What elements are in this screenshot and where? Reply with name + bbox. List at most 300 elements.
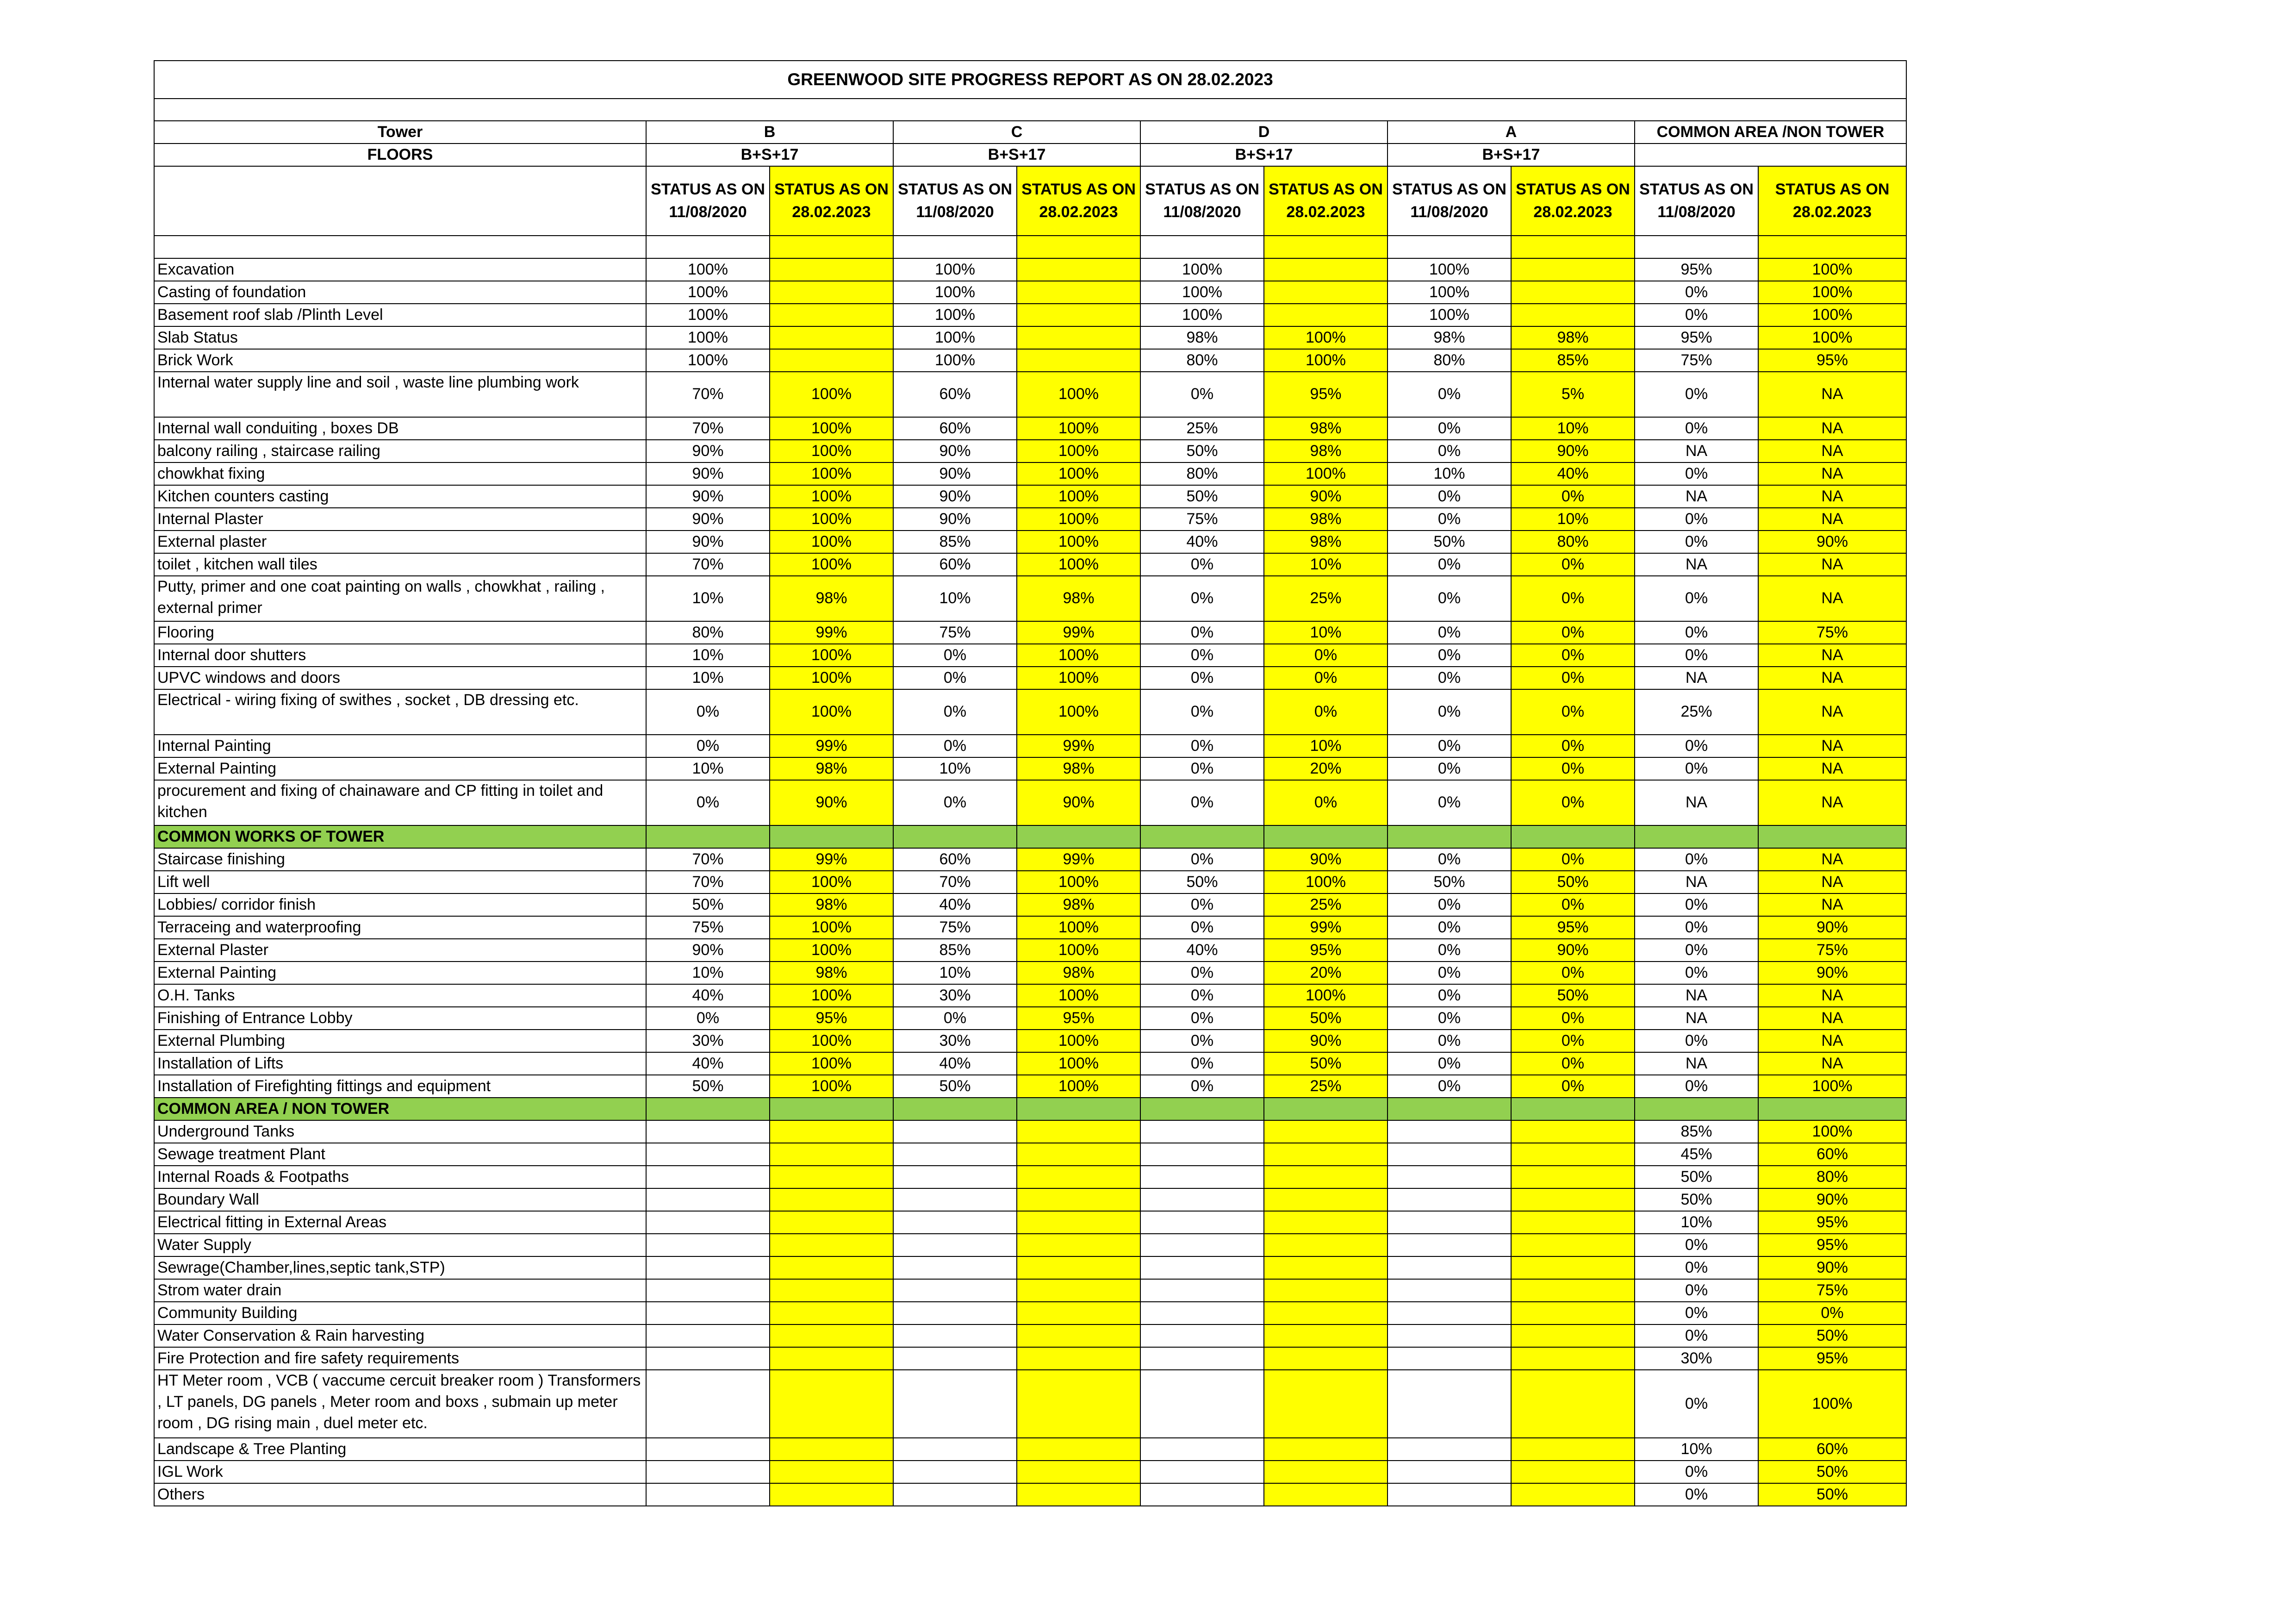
status-2020-cell: 0% [1388, 893, 1511, 916]
table-row [154, 531, 1906, 553]
status-2020-cell [1140, 1120, 1264, 1143]
status-2023-cell: 0% [1511, 780, 1635, 825]
status-2023-cell [1511, 1166, 1635, 1188]
report-title: GREENWOOD SITE PROGRESS REPORT AS ON 28.02.2023 [154, 61, 1906, 99]
status-2020-cell: 10% [646, 667, 770, 689]
status-header-2020 [646, 166, 770, 236]
status-2023-cell [1017, 1302, 1140, 1324]
status-2023-cell: 100% [770, 417, 893, 440]
status-2020-cell [646, 1166, 770, 1188]
status-2023-cell: 100% [770, 689, 893, 735]
work-item-label: Internal door shutters [154, 644, 646, 667]
section-cell [1140, 1098, 1264, 1120]
work-item-label: Electrical - wiring fixing of swithes , socket , DB dressing etc. [154, 689, 646, 735]
status-2023-cell: 100% [770, 531, 893, 553]
status-2023-cell: 10% [1264, 735, 1388, 757]
section-title: COMMON WORKS OF TOWER [154, 825, 646, 848]
status-2023-cell: 90% [1017, 780, 1140, 825]
blank-cell [1140, 236, 1264, 258]
status-2023-cell: 100% [770, 939, 893, 962]
work-item-label: External Painting [154, 962, 646, 984]
status-2023-cell: 100% [1758, 281, 1906, 304]
status-2020-cell: 90% [646, 462, 770, 485]
status-2020-cell: 10% [893, 576, 1017, 621]
status-2020-cell [646, 1188, 770, 1211]
table-row [154, 1211, 1906, 1234]
status-2023-cell: 100% [1017, 939, 1140, 962]
table-row [154, 576, 1906, 621]
table-row [154, 417, 1906, 440]
status-2020-cell: 0% [1635, 508, 1758, 531]
work-item-label: External Plumbing [154, 1030, 646, 1052]
status-2020-cell [1388, 1234, 1511, 1256]
status-2020-cell [646, 1483, 770, 1506]
status-2020-cell: 100% [646, 258, 770, 281]
status-2020-cell: 30% [1635, 1347, 1758, 1370]
status-header-line1: STATUS AS ON [898, 180, 1012, 198]
status-header-line2: 28.02.2023 [1286, 203, 1365, 221]
status-2023-cell: 0% [1511, 1075, 1635, 1098]
status-2020-cell: 75% [893, 916, 1017, 939]
blank-cell [1388, 236, 1511, 258]
status-2020-cell: 90% [893, 462, 1017, 485]
status-header-2023 [1264, 166, 1388, 236]
status-2020-cell: 95% [1635, 258, 1758, 281]
status-2023-cell [1264, 1461, 1388, 1483]
status-2020-cell: 40% [646, 1052, 770, 1075]
section-cell [893, 1098, 1017, 1120]
work-item-label: External Plaster [154, 939, 646, 962]
work-item-label: Internal Roads & Footpaths [154, 1166, 646, 1188]
section-cell [646, 1098, 770, 1120]
status-2020-cell: 0% [1635, 531, 1758, 553]
tower-name-d: D [1140, 121, 1388, 144]
status-2023-cell [1264, 1483, 1388, 1506]
table-row [154, 485, 1906, 508]
status-2023-cell: NA [1758, 1007, 1906, 1030]
work-item-label: Internal wall conduiting , boxes DB [154, 417, 646, 440]
status-2020-cell: NA [1635, 871, 1758, 893]
status-2020-cell [893, 1256, 1017, 1279]
status-2023-cell: NA [1758, 689, 1906, 735]
status-2023-cell: 98% [770, 576, 893, 621]
status-2023-cell: 98% [1017, 893, 1140, 916]
section-row [154, 825, 1906, 848]
status-2020-cell: 50% [1635, 1188, 1758, 1211]
status-2020-cell: 100% [1388, 258, 1511, 281]
status-2020-cell [646, 1279, 770, 1302]
status-2023-cell: 0% [1511, 644, 1635, 667]
status-2023-cell [1511, 1483, 1635, 1506]
status-2020-cell: 0% [1635, 1256, 1758, 1279]
status-2023-cell: 75% [1758, 939, 1906, 962]
status-2023-cell [1511, 281, 1635, 304]
status-2020-cell [646, 1461, 770, 1483]
status-2020-cell: 0% [1635, 1461, 1758, 1483]
status-2023-cell [770, 281, 893, 304]
status-2023-cell: 50% [1758, 1324, 1906, 1347]
status-2020-cell [1140, 1256, 1264, 1279]
section-cell [1511, 825, 1635, 848]
status-2020-cell: 0% [1635, 281, 1758, 304]
status-2023-cell [770, 1256, 893, 1279]
status-2020-cell: 100% [646, 326, 770, 349]
status-2023-cell [1264, 281, 1388, 304]
status-2023-cell: 100% [1017, 644, 1140, 667]
status-2023-cell: NA [1758, 984, 1906, 1007]
status-header-2023 [1511, 166, 1635, 236]
status-2020-cell: 40% [893, 893, 1017, 916]
status-2023-cell: 0% [1511, 1030, 1635, 1052]
status-2020-cell [1388, 1120, 1511, 1143]
status-header-line1: STATUS AS ON [1392, 180, 1506, 198]
status-2023-cell: 0% [1264, 780, 1388, 825]
status-2023-cell: 50% [1511, 871, 1635, 893]
status-2023-cell: 95% [1017, 1007, 1140, 1030]
status-2023-cell [1017, 1143, 1140, 1166]
status-2020-cell: 0% [1635, 576, 1758, 621]
status-2020-cell: 0% [646, 689, 770, 735]
table-row [154, 281, 1906, 304]
status-2023-cell: 0% [1511, 893, 1635, 916]
table-row [154, 1007, 1906, 1030]
progress-report-table [154, 60, 1907, 1506]
status-2023-cell: 20% [1264, 962, 1388, 984]
status-2020-cell: 0% [1635, 939, 1758, 962]
status-2020-cell: 0% [893, 667, 1017, 689]
table-row [154, 508, 1906, 531]
status-2023-cell [1264, 1188, 1388, 1211]
status-2020-cell: 80% [1140, 462, 1264, 485]
status-2023-cell: 10% [1511, 417, 1635, 440]
section-cell [1758, 1098, 1906, 1120]
status-2020-cell: 40% [1140, 939, 1264, 962]
status-2023-cell: 100% [1017, 667, 1140, 689]
status-2020-cell: 0% [1635, 893, 1758, 916]
work-item-label: Boundary Wall [154, 1188, 646, 1211]
tower-name-a: A [1388, 121, 1635, 144]
work-item-label: Underground Tanks [154, 1120, 646, 1143]
work-item-label: Electrical fitting in External Areas [154, 1211, 646, 1234]
status-header-line1: STATUS AS ON [1639, 180, 1754, 198]
status-2020-cell: NA [1635, 1007, 1758, 1030]
status-2023-cell [1264, 1438, 1388, 1461]
status-2023-cell: 100% [1017, 984, 1140, 1007]
status-2020-cell: 10% [646, 644, 770, 667]
section-cell [1017, 1098, 1140, 1120]
status-2020-cell [1140, 1438, 1264, 1461]
status-2020-cell: 40% [1140, 531, 1264, 553]
status-2020-cell: 85% [893, 939, 1017, 962]
status-2020-cell: 0% [1388, 372, 1511, 417]
status-2023-cell: NA [1758, 871, 1906, 893]
status-2023-cell: 10% [1264, 553, 1388, 576]
status-header-line2: 11/08/2020 [1657, 203, 1736, 221]
status-2023-cell: 95% [1758, 1234, 1906, 1256]
status-2023-cell [1017, 258, 1140, 281]
status-2020-cell [893, 1461, 1017, 1483]
status-2020-cell: 0% [1388, 1007, 1511, 1030]
status-header-line2: 11/08/2020 [1163, 203, 1241, 221]
status-2023-cell: 99% [770, 621, 893, 644]
work-item-label: Installation of Firefighting fittings and equipment [154, 1075, 646, 1098]
status-2023-cell: 100% [1264, 984, 1388, 1007]
status-2023-cell: 98% [770, 962, 893, 984]
status-2020-cell [893, 1279, 1017, 1302]
status-2020-cell: 0% [1140, 735, 1264, 757]
status-2020-cell: 0% [1635, 1279, 1758, 1302]
status-2023-cell: 100% [770, 644, 893, 667]
status-2020-cell: 25% [1635, 689, 1758, 735]
work-item-label: Sewage treatment Plant [154, 1143, 646, 1166]
status-2020-cell: 0% [1388, 689, 1511, 735]
status-header-line2: 11/08/2020 [1410, 203, 1488, 221]
status-2023-cell: 100% [1017, 553, 1140, 576]
work-item-label: Strom water drain [154, 1279, 646, 1302]
status-2020-cell: 80% [646, 621, 770, 644]
work-item-label: Water Conservation & Rain harvesting [154, 1324, 646, 1347]
status-2020-cell: 0% [1140, 644, 1264, 667]
status-2020-cell: 0% [1388, 1052, 1511, 1075]
work-item-label: Flooring [154, 621, 646, 644]
status-2023-cell [1511, 1347, 1635, 1370]
status-2023-cell [1264, 258, 1388, 281]
status-2020-cell [893, 1143, 1017, 1166]
status-2023-cell: 100% [1264, 349, 1388, 372]
status-2023-cell: NA [1758, 1052, 1906, 1075]
status-2020-cell [646, 1438, 770, 1461]
work-item-label: toilet , kitchen wall tiles [154, 553, 646, 576]
table-row [154, 1483, 1906, 1506]
status-2023-cell: 98% [1017, 962, 1140, 984]
status-header-2023 [1758, 166, 1906, 236]
status-2020-cell: 0% [1388, 848, 1511, 871]
status-header-line2: 28.02.2023 [1792, 203, 1872, 221]
status-2023-cell: NA [1758, 644, 1906, 667]
status-2023-cell [1017, 1347, 1140, 1370]
status-2023-cell [1264, 1256, 1388, 1279]
status-2020-cell: 50% [1140, 485, 1264, 508]
table-row [154, 848, 1906, 871]
status-2020-cell: 10% [1635, 1438, 1758, 1461]
status-2023-cell [1511, 1370, 1635, 1438]
floors-b: B+S+17 [646, 144, 893, 166]
status-2023-cell: 95% [1264, 372, 1388, 417]
status-2023-cell: 50% [1264, 1007, 1388, 1030]
status-2020-cell: 30% [893, 1030, 1017, 1052]
status-2023-cell: 100% [770, 916, 893, 939]
status-2023-cell [1511, 1438, 1635, 1461]
status-2023-cell [770, 1461, 893, 1483]
status-2020-cell: NA [1635, 667, 1758, 689]
status-2023-cell [1017, 304, 1140, 326]
status-2023-cell: 90% [1511, 939, 1635, 962]
status-2023-cell [1511, 304, 1635, 326]
status-2020-cell: 0% [646, 735, 770, 757]
status-2023-cell: 100% [1758, 326, 1906, 349]
status-2023-cell [770, 1279, 893, 1302]
work-item-label: Slab Status [154, 326, 646, 349]
status-2023-cell: 10% [1511, 508, 1635, 531]
status-2023-cell: 0% [1511, 1007, 1635, 1030]
status-2020-cell: 10% [893, 757, 1017, 780]
status-2020-cell [893, 1347, 1017, 1370]
status-2020-cell: 0% [1635, 1483, 1758, 1506]
table-row [154, 553, 1906, 576]
status-2023-cell [1017, 1256, 1140, 1279]
table-row [154, 1302, 1906, 1324]
status-2020-cell: 0% [1140, 1052, 1264, 1075]
status-2020-cell: 90% [646, 508, 770, 531]
status-2020-cell: 0% [1140, 1075, 1264, 1098]
status-2023-cell: 0% [1758, 1302, 1906, 1324]
status-2023-cell: 100% [1017, 871, 1140, 893]
status-2020-cell [646, 1302, 770, 1324]
blank-cell [1758, 236, 1906, 258]
status-2023-cell: 0% [1511, 621, 1635, 644]
status-2023-cell [1511, 1211, 1635, 1234]
status-2023-cell: 0% [1511, 962, 1635, 984]
status-header-line1: STATUS AS ON [651, 180, 765, 198]
status-2023-cell: 0% [1511, 1052, 1635, 1075]
status-2023-cell [1264, 1120, 1388, 1143]
status-2020-cell [1140, 1279, 1264, 1302]
status-2023-cell [770, 304, 893, 326]
status-2023-cell: NA [1758, 576, 1906, 621]
status-2023-cell: 60% [1758, 1143, 1906, 1166]
table-row [154, 372, 1906, 417]
status-2023-cell: 99% [1017, 735, 1140, 757]
status-2020-cell: 30% [646, 1030, 770, 1052]
status-2020-cell: 50% [646, 1075, 770, 1098]
status-2023-cell: 99% [1264, 916, 1388, 939]
status-2020-cell: 0% [1388, 667, 1511, 689]
status-2020-cell [1140, 1188, 1264, 1211]
status-2023-cell: NA [1758, 508, 1906, 531]
status-2023-cell: 100% [1758, 1120, 1906, 1143]
status-2020-cell: 0% [1635, 1234, 1758, 1256]
table-row [154, 757, 1906, 780]
status-2020-cell: 0% [1388, 1075, 1511, 1098]
status-2020-cell: 0% [1140, 372, 1264, 417]
status-2023-cell: 100% [1017, 689, 1140, 735]
status-2023-cell: 90% [770, 780, 893, 825]
status-2023-cell: 100% [770, 508, 893, 531]
table-row [154, 1461, 1906, 1483]
table-row [154, 621, 1906, 644]
status-2023-cell [770, 1211, 893, 1234]
work-item-label: Basement roof slab /Plinth Level [154, 304, 646, 326]
status-2020-cell: 60% [893, 553, 1017, 576]
status-2020-cell: 30% [893, 984, 1017, 1007]
status-2020-cell: 0% [1635, 962, 1758, 984]
status-2020-cell: 60% [893, 372, 1017, 417]
status-2020-cell: 100% [1140, 258, 1264, 281]
status-2023-cell: 99% [770, 848, 893, 871]
status-2020-cell: 100% [1388, 281, 1511, 304]
table-row [154, 1256, 1906, 1279]
status-2020-cell: 70% [646, 848, 770, 871]
status-2020-cell: 100% [893, 281, 1017, 304]
status-header-line2: 28.02.2023 [792, 203, 871, 221]
status-2020-cell: NA [1635, 1052, 1758, 1075]
status-2023-cell [1264, 1324, 1388, 1347]
status-2020-cell: 75% [893, 621, 1017, 644]
status-2020-cell [646, 1347, 770, 1370]
status-2020-cell: 50% [1388, 871, 1511, 893]
table-row [154, 258, 1906, 281]
status-2020-cell [893, 1483, 1017, 1506]
work-item-label: Others [154, 1483, 646, 1506]
status-2023-cell: 98% [1264, 417, 1388, 440]
status-2023-cell [1017, 326, 1140, 349]
status-2020-cell: 50% [893, 1075, 1017, 1098]
tower-label: Tower [154, 121, 646, 144]
status-2023-cell [1511, 1143, 1635, 1166]
work-item-label: Internal Painting [154, 735, 646, 757]
status-2020-cell: 40% [893, 1052, 1017, 1075]
status-2023-cell: 95% [1758, 1347, 1906, 1370]
status-2020-cell: 0% [1140, 916, 1264, 939]
status-2020-cell: 0% [1140, 576, 1264, 621]
status-2020-cell: 0% [893, 644, 1017, 667]
status-2020-cell: 70% [646, 871, 770, 893]
status-header-line1: STATUS AS ON [1775, 180, 1890, 198]
status-2020-cell: 0% [1635, 1075, 1758, 1098]
status-2023-cell: 0% [1511, 485, 1635, 508]
status-2023-cell: 100% [1017, 462, 1140, 485]
status-2020-cell: 50% [1635, 1166, 1758, 1188]
status-2023-cell: 25% [1264, 893, 1388, 916]
status-2023-cell [770, 1370, 893, 1438]
work-item-label: procurement and fixing of chainaware and CP fitting in toilet and kitchen [154, 780, 646, 825]
status-2020-cell: 80% [1140, 349, 1264, 372]
status-2023-cell: 98% [1264, 508, 1388, 531]
status-2023-cell: 5% [1511, 372, 1635, 417]
status-2023-cell: 100% [770, 462, 893, 485]
section-title: COMMON AREA / NON TOWER [154, 1098, 646, 1120]
table-row [154, 1279, 1906, 1302]
status-2020-cell: 0% [646, 1007, 770, 1030]
status-2020-cell [646, 1143, 770, 1166]
status-2020-cell: 0% [1635, 644, 1758, 667]
status-2023-cell: 99% [770, 735, 893, 757]
status-2023-cell: 100% [1017, 508, 1140, 531]
blank-cell [1511, 236, 1635, 258]
status-2023-cell: 95% [1511, 916, 1635, 939]
status-2020-cell: 45% [1635, 1143, 1758, 1166]
work-item-label: Brick Work [154, 349, 646, 372]
status-2020-cell: 50% [1140, 440, 1264, 462]
status-2020-cell: 25% [1140, 417, 1264, 440]
work-item-label: Sewrage(Chamber,lines,septic tank,STP) [154, 1256, 646, 1279]
status-2020-cell: NA [1635, 553, 1758, 576]
status-2023-cell [1017, 1461, 1140, 1483]
work-item-label: Community Building [154, 1302, 646, 1324]
status-2023-cell [1017, 1279, 1140, 1302]
status-2020-cell: 0% [1140, 962, 1264, 984]
section-cell [1635, 825, 1758, 848]
tower-name-common: COMMON AREA /NON TOWER [1635, 121, 1906, 144]
status-2023-cell [770, 326, 893, 349]
status-2020-cell: 0% [1635, 916, 1758, 939]
status-2020-cell: 0% [1140, 553, 1264, 576]
status-2020-cell: 0% [1388, 757, 1511, 780]
work-item-label: Internal Plaster [154, 508, 646, 531]
status-2020-cell: 0% [646, 780, 770, 825]
status-2023-cell: 98% [1264, 440, 1388, 462]
status-2020-cell [646, 1120, 770, 1143]
